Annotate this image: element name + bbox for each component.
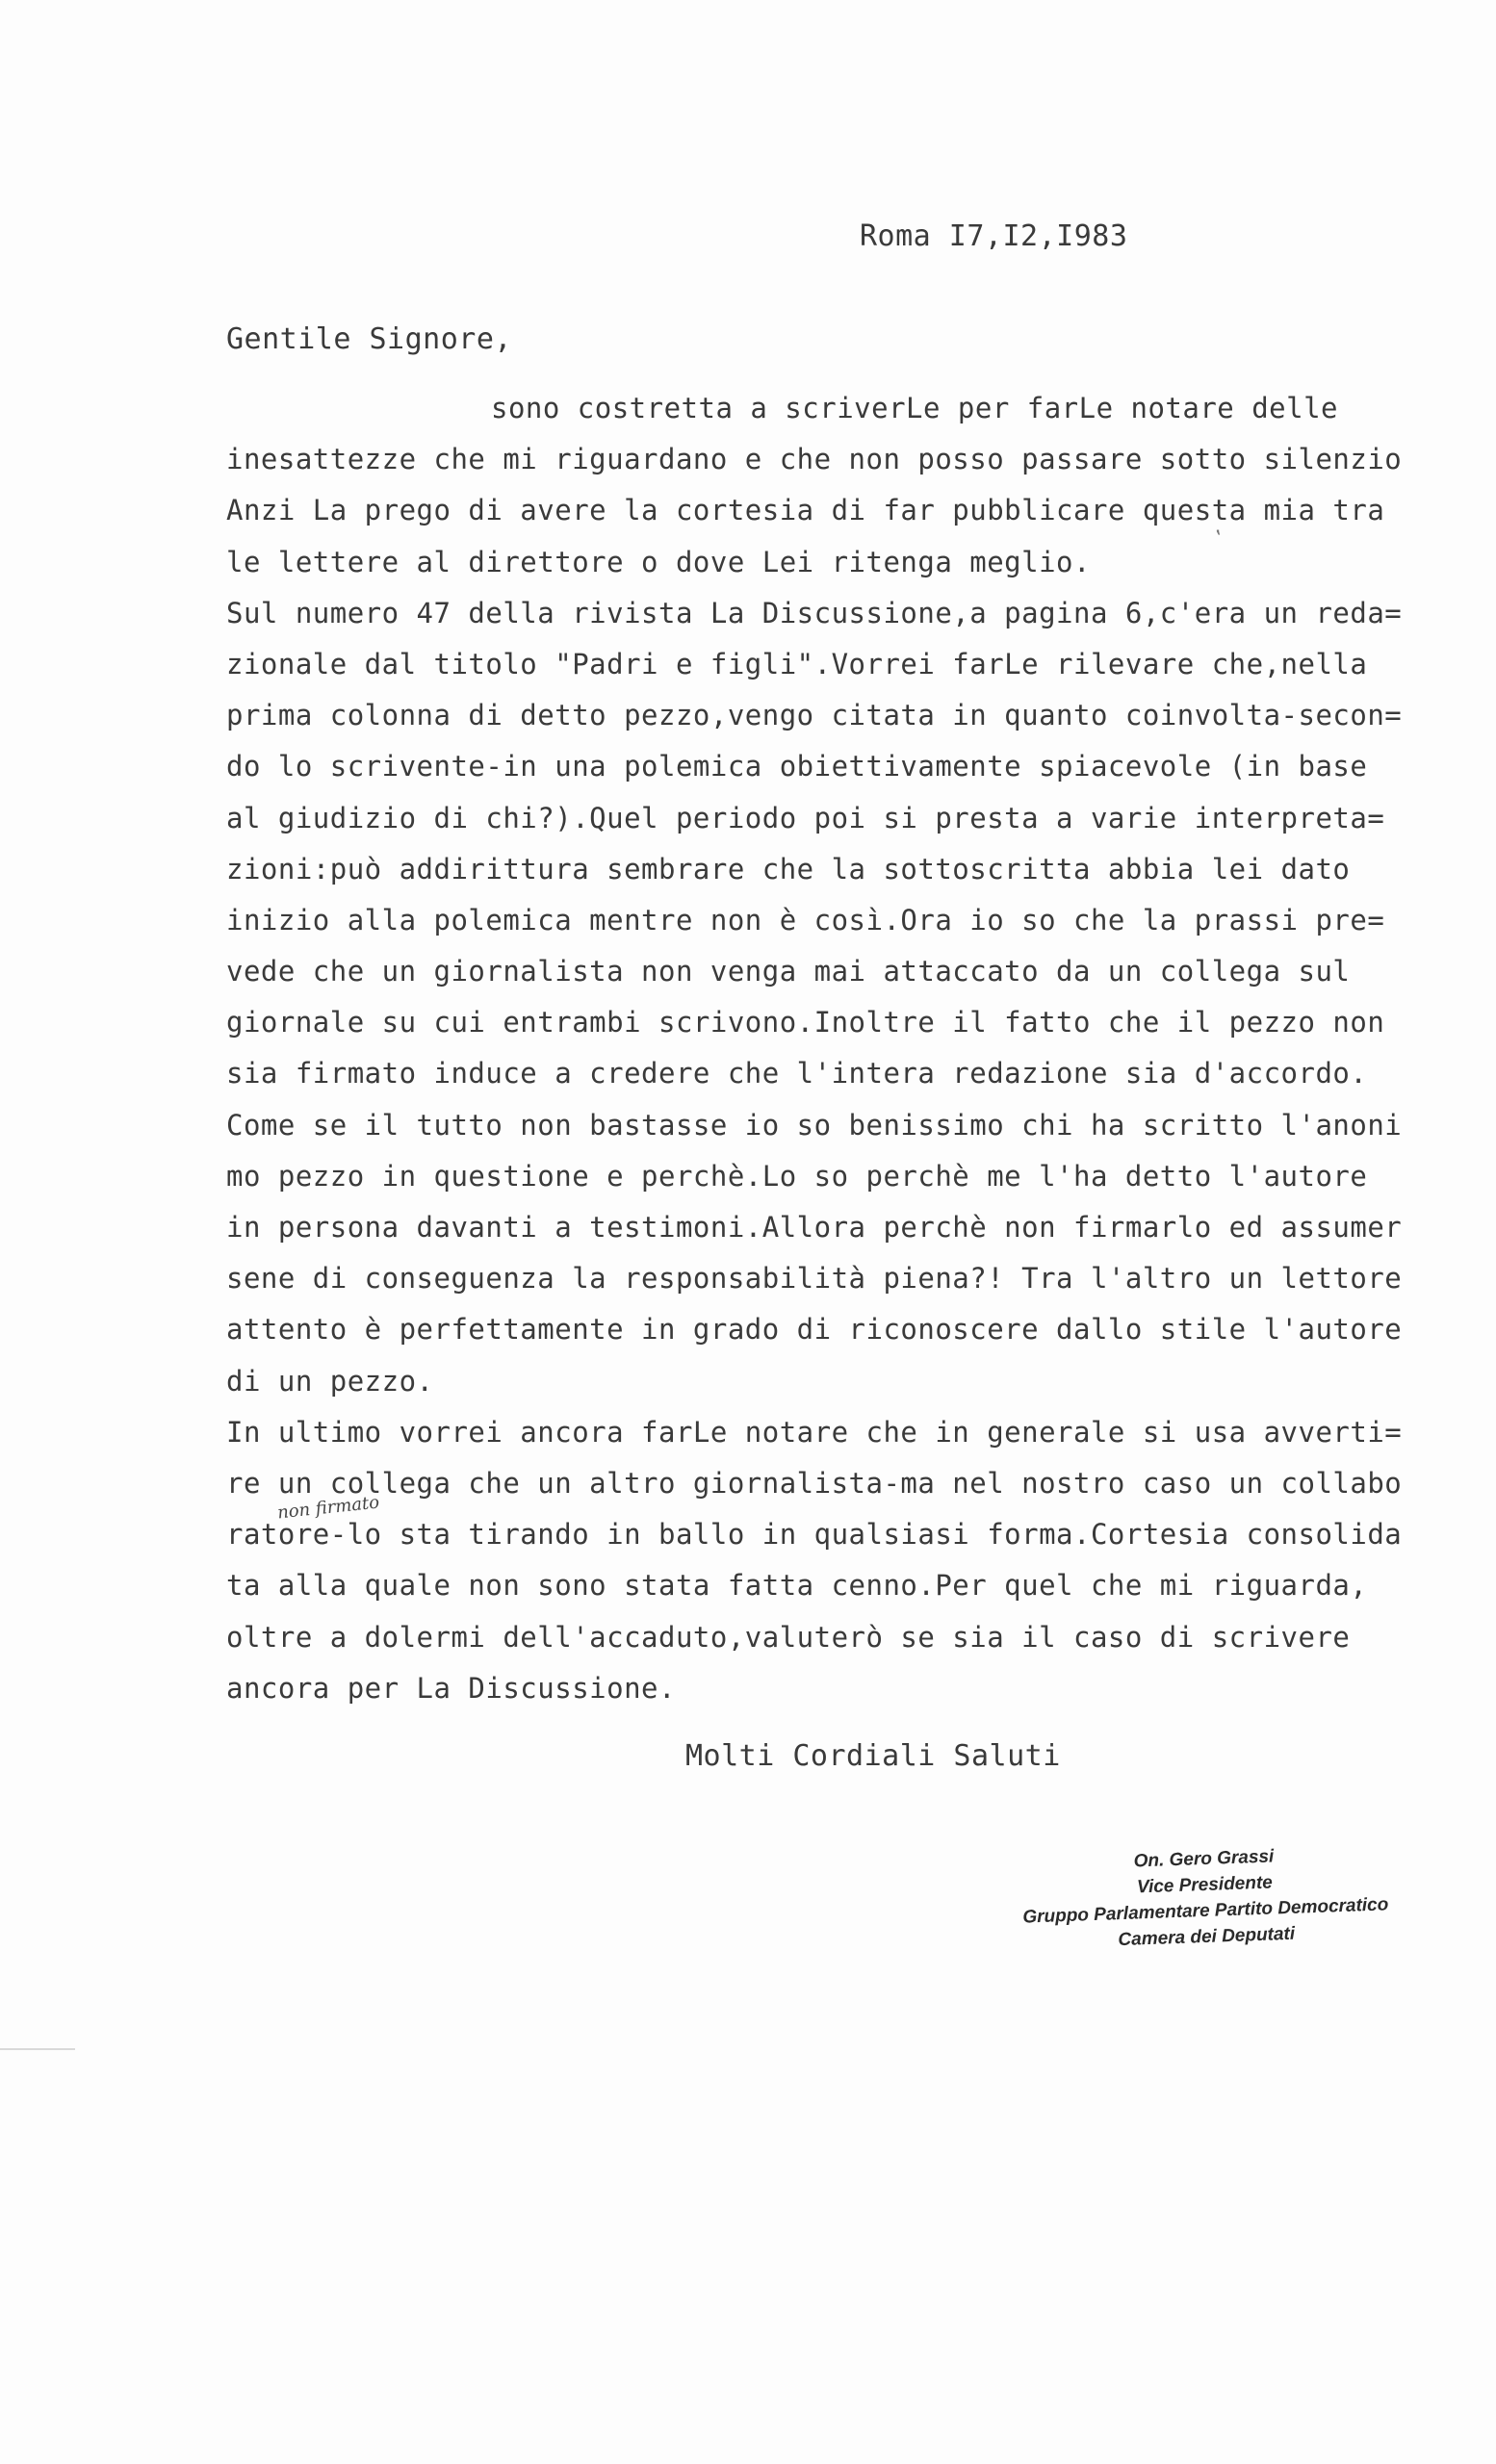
body-line: inesattezze che mi riguardano e che non posso passare sotto silenzio [226, 443, 1403, 476]
body-line: re un collega che un altro giornalista-ma nel nostro caso un collabo [226, 1466, 1403, 1500]
stamp-name: On. Gero Grassi [1133, 1846, 1275, 1872]
scan-edge-line [0, 2048, 75, 2050]
body-line: oltre a dolermi dell'accaduto,valuterò se sia il caso di scrivere [226, 1620, 1351, 1654]
stamp-chamber: Camera dei Deputati [1118, 1923, 1296, 1951]
letter-closing: Molti Cordiali Saluti [685, 1739, 1061, 1773]
body-line: attento è perfettamente in grado di riconoscere dallo stile l'autore [226, 1313, 1403, 1347]
stamp-group: Gruppo Parlamentare Partito Democratico [1022, 1894, 1389, 1928]
body-line: Anzi La prego di avere la cortesia di far pubblicare questa mia tra [226, 494, 1385, 527]
body-line: zionale dal titolo "Padri e figli".Vorrei farLe rilevare che,nella [226, 647, 1368, 680]
body-line: ancora per La Discussione. [226, 1671, 676, 1705]
body-line: ratore-lo sta tirando in ballo in qualsiasi forma.Cortesia consolida [226, 1518, 1403, 1552]
body-line: in persona davanti a testimoni.Allora perchè non firmarlo ed assumer [226, 1211, 1403, 1244]
body-line: In ultimo vorrei ancora farLe notare che in generale si usa avverti= [226, 1415, 1403, 1449]
body-line: sono costretta a scriverLe per farLe notare delle [491, 392, 1339, 424]
body-line: Sul numero 47 della rivista La Discussione,a pagina 6,c'era un reda= [226, 596, 1403, 629]
margin-mark-icon: ‛ [1215, 527, 1222, 552]
body-line: inizio alla polemica mentre non è così.Ora io so che la prassi pre= [226, 903, 1385, 937]
body-line: le lettere al direttore o dove Lei ritenga meglio. [226, 545, 1091, 578]
body-line: do lo scrivente-in una polemica obiettivamente spiacevole (in base [226, 750, 1368, 783]
handwritten-annotation: non firmato [276, 1492, 381, 1524]
body-line: prima colonna di detto pezzo,vengo citata in quanto coinvolta-secon= [226, 699, 1403, 732]
body-line: sene di conseguenza la responsabilità piena?! Tra l'altro un lettore [226, 1262, 1403, 1296]
body-line: sia firmato induce a credere che l'intera redazione sia d'accordo. [226, 1057, 1368, 1091]
body-line: ta alla quale non sono stata fatta cenno.Per quel che mi riguarda, [226, 1569, 1368, 1603]
body-line: zioni:può addirittura sembrare che la sottoscritta abbia lei dato [226, 852, 1351, 886]
body-line: al giudizio di chi?).Quel periodo poi si presta a varie interpreta= [226, 801, 1385, 834]
body-line: mo pezzo in questione e perchè.Lo so perchè me l'ha detto l'autore [226, 1159, 1368, 1193]
letter-date: Roma I7,I2,I983 [860, 219, 1128, 253]
body-line: Come se il tutto non bastasse io so benissimo chi ha scritto l'anoni [226, 1108, 1403, 1142]
office-stamp [982, 1838, 1428, 1958]
body-line: di un pezzo. [226, 1364, 434, 1398]
letter-body [226, 383, 1468, 1714]
stamp-role: Vice Presidente [1136, 1872, 1274, 1898]
body-line: vede che un giornalista non venga mai attaccato da un collega sul [226, 955, 1351, 988]
letter-salutation: Gentile Signore, [226, 322, 512, 356]
body-line: giornale su cui entrambi scrivono.Inoltre il fatto che il pezzo non [226, 1006, 1385, 1040]
